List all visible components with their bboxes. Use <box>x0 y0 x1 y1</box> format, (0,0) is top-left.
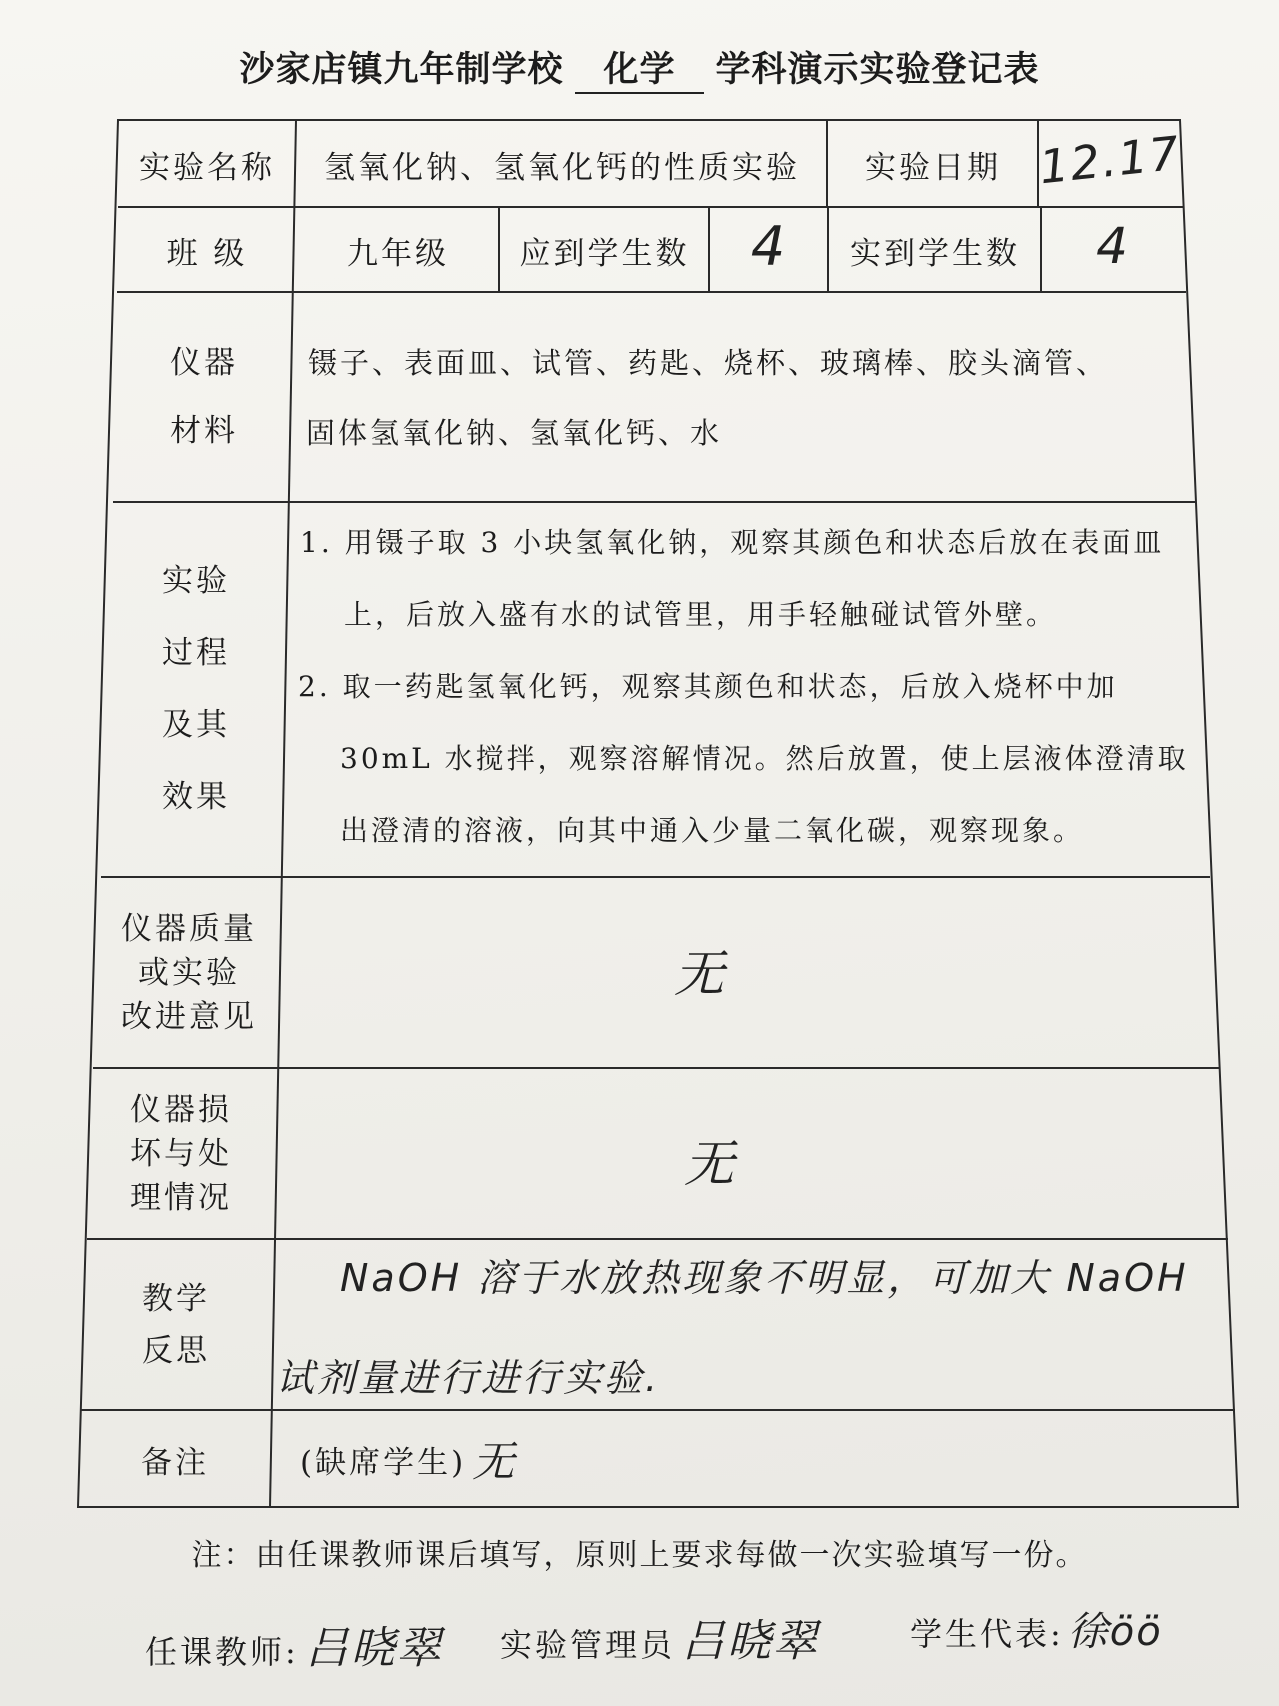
label-damage-line: 仪器损 <box>130 1092 232 1128</box>
student-name: 徐öö <box>1067 1609 1163 1655</box>
equipment-line-2: 固体氢氧化钠、氢氧化钙、水 <box>306 416 723 450</box>
label-reflection <box>86 1242 266 1408</box>
label-reflection-line: 反思 <box>142 1333 210 1369</box>
value-expected-students: 4 <box>750 214 788 278</box>
label-experiment-name: 实验名称 <box>139 149 275 186</box>
label-reflection-line: 教学 <box>142 1281 210 1317</box>
remarks-prefix: (缺席学生) <box>300 1444 467 1481</box>
process-line-1: 1. 用镊子取 3 小块氢氧化钠，观察其颜色和状态后放在表面皿 <box>300 526 1165 559</box>
label-process <box>110 504 282 874</box>
process-line-2: 上，后放入盛有水的试管里，用手轻触碰试管外壁。 <box>344 598 1058 631</box>
label-damage-line: 理情况 <box>130 1180 232 1216</box>
reflection-line-2: 试剂量进行进行实验. <box>276 1356 661 1400</box>
teacher-label: 任课教师: <box>145 1633 299 1671</box>
process-line-4: 30mL 水搅拌，观察溶解情况。然后放置，使上层液体澄清取 <box>340 742 1189 775</box>
process-line-5: 出澄清的溶液，向其中通入少量二氧化碳，观察现象。 <box>340 814 1085 847</box>
label-actual-students: 实到学生数 <box>850 235 1020 272</box>
label-quality-line: 或实验 <box>138 955 240 991</box>
label-experiment-date: 实验日期 <box>865 149 1001 186</box>
label-class: 班 级 <box>166 235 248 272</box>
label-quality <box>100 880 278 1066</box>
value-quality: 无 <box>674 945 726 1003</box>
admin-name: 吕晓翠 <box>681 1616 820 1667</box>
label-quality-line: 仪器质量 <box>121 911 257 947</box>
label-expected-students: 应到学生数 <box>519 235 690 272</box>
value-actual-students: 4 <box>1096 217 1130 275</box>
student-signature <box>910 1600 1163 1657</box>
teacher-name: 吕晓翠 <box>304 1623 443 1674</box>
value-experiment-name: 氢氧化钠、氢氧化钙的性质实验 <box>324 149 800 186</box>
student-label: 学生代表: <box>910 1615 1064 1653</box>
title-school: 沙家店镇九年制学校 <box>239 50 564 90</box>
label-process-line: 及其 <box>162 707 230 743</box>
footer-note: 注：由任课教师课后填写，原则上要求每做一次实验填写一份。 <box>191 1538 1088 1573</box>
label-equipment <box>118 294 290 500</box>
teacher-signature <box>145 1612 443 1676</box>
admin-label: 实验管理员 <box>500 1626 676 1664</box>
value-remarks <box>300 1412 900 1506</box>
label-damage <box>92 1071 270 1237</box>
label-remarks: 备注 <box>141 1444 209 1481</box>
label-process-line: 效果 <box>162 779 230 815</box>
process-line-3: 2. 取一药匙氢氧化钙，观察其颜色和状态，后放入烧杯中加 <box>298 670 1118 703</box>
admin-signature <box>500 1605 819 1669</box>
label-quality-line: 改进意见 <box>121 999 257 1035</box>
value-class: 九年级 <box>347 235 449 272</box>
label-process-line: 过程 <box>162 635 230 671</box>
label-process-line: 实验 <box>162 563 230 599</box>
label-equipment-line: 材料 <box>170 413 238 449</box>
equipment-line-1: 镊子、表面皿、试管、药匙、烧杯、玻璃棒、胶头滴管、 <box>308 346 1109 380</box>
label-damage-line: 坏与处 <box>130 1136 232 1172</box>
value-damage: 无 <box>684 1135 736 1193</box>
label-equipment-line: 仪器 <box>170 345 238 381</box>
title-subject: 化学 <box>575 42 703 94</box>
title-suffix: 学科演示实验登记表 <box>715 50 1040 90</box>
value-experiment-date: 12.17 <box>1036 125 1184 195</box>
reflection-line-1: NaOH 溶于水放热现象不明显，可加大 NaOH <box>340 1256 1189 1300</box>
remarks-value: 无 <box>472 1437 517 1486</box>
